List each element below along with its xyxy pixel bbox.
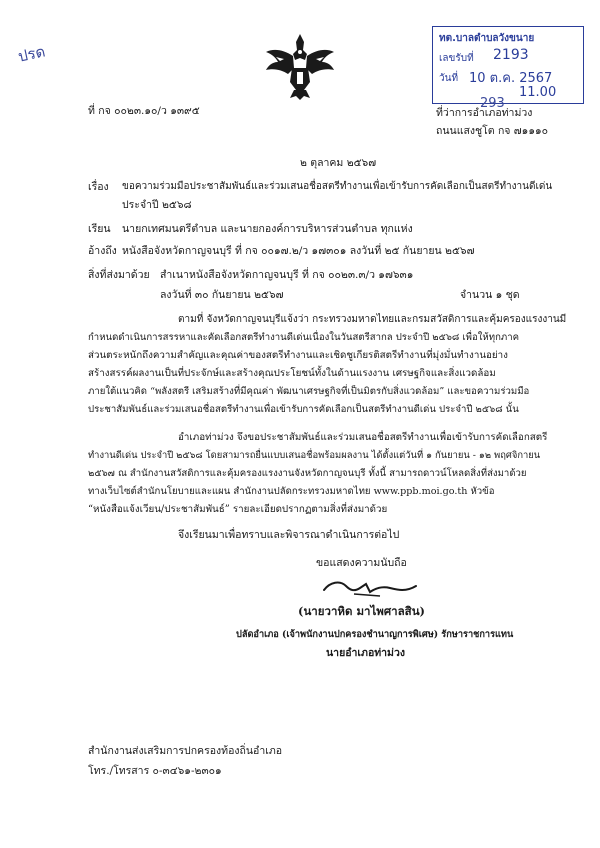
stamp-time-value: 11.00: [519, 85, 557, 100]
paragraph-1-line-6: ประชาสัมพันธ์และร่วมเสนอชื่อสตรีทำงานเพื่อเข้ารับการคัดเลือกเป็นสตรีทำงานดีเด่น ประจำปี ๒๕๖๘ นั้น: [88, 404, 519, 415]
stamp-date-label: วันที่: [439, 73, 459, 84]
paragraph-1-line-3: ส่วนตระหนักถึงความสำคัญและคุณค่าของสตรีทำงานและเชิดชูเกียรติสตรีทำงานที่มุ่งมั่นทำงานอย่าง: [88, 350, 508, 361]
signatory-title-1: ปลัดอำเภอ (เจ้าพนักงานปกครองชำนาญการพิเศษ) รักษาราชการแทน: [236, 629, 514, 640]
signature: [320, 574, 430, 604]
reference-label: อ้างถึง: [88, 245, 117, 257]
document-date: ๒ ตุลาคม ๒๕๖๗: [300, 157, 377, 169]
stamp-org: ทต.บาลตำบลวังขนาย: [439, 33, 535, 44]
closing-regards: ขอแสดงความนับถือ: [316, 557, 407, 569]
reference-value: หนังสือจังหวัดกาญจนบุรี ที่ กจ ๐๐๑๗.๒/ว ๑๗๓๐๑ ลงวันที่ ๒๕ กันยายน ๒๕๖๗: [122, 245, 475, 257]
enclosure-value-2: ลงวันที่ ๓๐ กันยายน ๒๕๖๗: [160, 289, 284, 301]
stamp-handwritten-number: 293: [480, 96, 505, 111]
margin-handwritten-note: ปรด: [16, 42, 47, 66]
document-number: ที่ กจ ๐๐๒๓.๑๐/ว ๑๓๙๕: [88, 105, 200, 117]
signatory-title-2: นายอำเภอท่าม่วง: [326, 647, 406, 659]
paragraph-1-line-5: ภายใต้แนวคิด “พลังสตรี เสริมสร้างที่มีคุณค่า พัฒนาเศรษฐกิจที่เป็นมิตรกับสิ่งแวดล้อม” และขอความร่วมมือ: [88, 386, 530, 397]
subject-line-2: ประจำปี ๒๕๖๘: [122, 199, 192, 211]
to-value: นายกเทศมนตรีตำบล และนายกองค์การบริหารส่วนตำบล ทุกแห่ง: [122, 223, 413, 235]
stamp-date-value: 10 ต.ค. 2567: [469, 71, 553, 86]
subject-line-1: ขอความร่วมมือประชาสัมพันธ์และร่วมเสนอชื่อสตรีทำงานเพื่อเข้ารับการคัดเลือกเป็นสตรีทำงานดีเด่น: [122, 181, 553, 192]
paragraph-2-line-3: ๒๕๖๗ ณ สำนักงานสวัสดิการและคุ้มครองแรงงานจังหวัดกาญจนบุรี ทั้งนี้ สามารถดาวน์โหลดสิ่งที่ส่งมาด้วย: [88, 468, 527, 479]
paragraph-2-line-5: “หนังสือแจ้งเวียน/ประชาสัมพันธ์” รายละเอียดปรากฏตามสิ่งที่ส่งมาด้วย: [88, 504, 388, 515]
stamp-recv-label: เลขรับที่: [439, 53, 474, 64]
paragraph-1-line-2: กำหนดดำเนินการสรรหาและคัดเลือกสตรีทำงานดีเด่นเนื่องในวันสตรีสากล ประจำปี ๒๕๖๘ เพื่อให้ทุกภาค: [88, 332, 520, 343]
office-address: ถนนแสงชูโต กจ ๗๑๑๑๐: [436, 125, 549, 137]
paragraph-3: จึงเรียนมาเพื่อทราบและพิจารณาดำเนินการต่อไป: [178, 529, 400, 541]
paragraph-2-line-2: ทำงานดีเด่น ประจำปี ๒๕๖๘ โดยสามารถยื่นแบบเสนอชื่อพร้อมผลงาน ได้ตั้งแต่วันที่ ๑ กันยายน - ๑๒ พฤศจิกายน: [88, 450, 541, 461]
signatory-name: (นายวาหิด มาไพศาลสิน): [298, 604, 425, 618]
stamp-recv-no: 2193: [493, 47, 529, 63]
to-label: เรียน: [88, 223, 111, 235]
footer-department: สำนักงานส่งเสริมการปกครองท้องถิ่นอำเภอ: [88, 745, 283, 757]
enclosure-count: จำนวน ๑ ชุด: [460, 289, 520, 301]
paragraph-1-line-1: ตามที่ จังหวัดกาญจนบุรีแจ้งว่า กระทรวงมหาดไทยและกรมสวัสดิการและคุ้มครองแรงงานมี: [178, 314, 567, 325]
enclosure-label: สิ่งที่ส่งมาด้วย: [88, 269, 150, 281]
receipt-stamp: [432, 26, 584, 104]
paragraph-1-line-4: สร้างสรรค์ผลงานเป็นที่ประจักษ์และสร้างคุณประโยชน์ทั้งในด้านแรงงาน เศรษฐกิจและสิ่งแวดล้อม: [88, 368, 496, 379]
subject-label: เรื่อง: [88, 181, 109, 193]
footer-telephone: โทร./โทรสาร ๐-๓๔๖๑-๒๓๐๑: [88, 765, 222, 777]
paragraph-2-line-1: อำเภอท่าม่วง จึงขอประชาสัมพันธ์และร่วมเสนอชื่อสตรีทำงานเพื่อเข้ารับการคัดเลือกสตรี: [178, 432, 548, 443]
garuda-emblem: [260, 30, 340, 102]
enclosure-value-1: สำเนาหนังสือจังหวัดกาญจนบุรี ที่ กจ ๐๐๒๓.๓/ว ๑๗๖๓๑: [160, 269, 414, 281]
issuing-office: ที่ว่าการอำเภอท่าม่วง: [436, 107, 533, 119]
paragraph-2-line-4: ทางเว็บไซต์สำนักนโยบายและแผน สำนักงานปลัดกระทรวงมหาดไทย www.ppb.moi.go.th หัวข้อ: [88, 486, 495, 497]
